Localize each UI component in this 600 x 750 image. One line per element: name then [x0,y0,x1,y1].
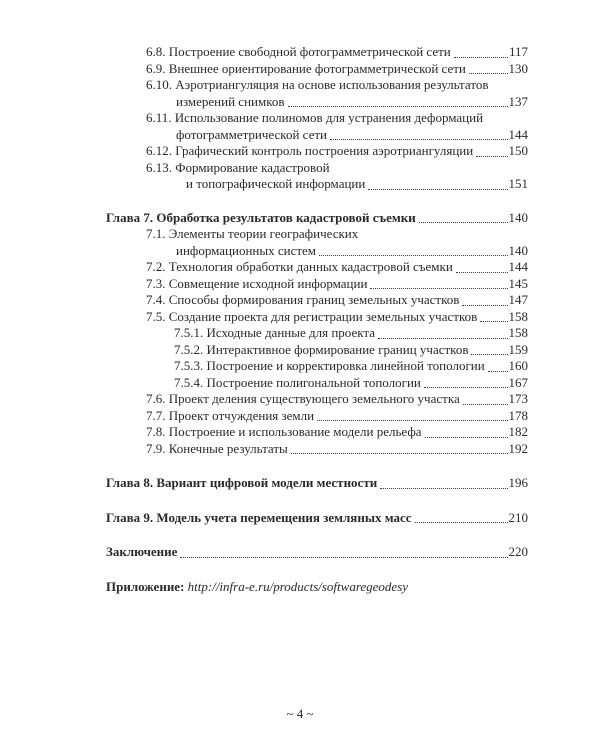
leader-dots [425,436,508,438]
toc-title-line2: и топографической информации [186,176,366,191]
leader-dots [291,452,508,454]
toc-num: 6.13. [146,159,172,175]
toc-entry-7-6 [106,391,528,408]
toc-title: Графический контроль построения аэротриангуляции [175,143,474,158]
leader-dots [330,138,508,140]
toc-page: 117 [508,44,528,59]
toc-title: Способы формирования границ земельных участков [168,292,460,307]
conclusion-title: Заключение [106,544,178,559]
toc-title: Совмещение исходной информации [168,275,368,291]
chapter-page: 196 [508,475,528,490]
chapter-page: 210 [508,509,528,525]
leader-dots [456,271,508,273]
toc-title: Проект деления существующего земельного участка [168,391,460,406]
chapter-9-heading [106,510,528,527]
toc-num: 7.5.4. [174,374,204,390]
leader-dots [380,487,507,489]
page-number: ~ 4 ~ [286,706,314,721]
toc-title: Построение полигональной топологии [206,374,421,390]
toc-page: 160 [508,358,528,373]
toc-num: 6.8. [146,44,166,59]
toc-title: Построение и корректировка линейной топологии [206,358,485,373]
conclusion-page: 220 [508,544,528,559]
toc-entry-7-8 [106,424,528,441]
toc-entry-7-5-4 [106,375,528,392]
toc-entry-7-2 [106,259,528,276]
chapter-page: 140 [508,209,528,225]
toc-title: Конечные результаты [168,440,288,456]
toc-page: 130 [508,60,528,76]
toc-num: 7.4. [146,292,166,307]
appendix-url: http://infra-e.ru/products/softwaregeodesy [187,578,409,594]
leader-dots [476,155,507,157]
toc-page: 159 [508,341,528,357]
toc-entry-7-5-2 [106,342,528,359]
leader-dots [454,56,508,58]
leader-dots [370,287,507,289]
leader-dots [488,370,508,372]
chapter-title: Глава 9. Модель учета перемещения земляных масс [106,509,412,525]
toc-num: 7.6. [146,391,166,406]
leader-dots [415,521,508,523]
leader-dots [319,254,507,256]
toc-title: Интерактивное формирование границ участков [206,341,469,357]
leader-dots [471,353,507,355]
toc-page: 144 [508,259,528,274]
toc-num: 6.12. [146,143,172,158]
toc-entry-6-10 [106,77,528,110]
appendix-line [106,579,528,595]
toc-entry-6-9 [106,61,528,78]
chapter-7-heading [106,210,528,227]
toc-entry-7-5-1 [106,325,528,342]
leader-dots [368,188,507,190]
toc-title-line1: Формирование кадастровой [175,159,330,175]
toc-num: 7.2. [146,259,166,274]
leader-dots [469,72,508,74]
toc-page: 158 [508,325,528,340]
toc-page: 137 [508,93,528,109]
toc-num: 6.10. [146,77,172,92]
toc-page: 145 [508,275,528,291]
toc-num: 7.9. [146,440,166,456]
chapter-title: Глава 7. Обработка результатов кадастровой съемки [106,209,416,225]
toc-num: 6.9. [146,60,166,76]
toc-title: Технология обработки данных кадастровой съемки [168,259,453,274]
toc-page: 144 [508,126,528,142]
toc-num: 7.7. [146,407,166,423]
leader-dots [419,221,508,223]
toc-page: 147 [508,292,528,307]
toc-title-line2: фотограмметрической сети [176,126,327,142]
toc-entry-7-9 [106,441,528,458]
toc-title: Построение и использование модели рельефа [168,424,422,439]
toc-title-line1: Элементы теории географических [168,226,359,241]
toc-entry-7-7 [106,408,528,425]
leader-dots [480,320,507,322]
chapter-title: Глава 8. Вариант цифровой модели местности [106,475,378,490]
appendix-label: Приложение: [106,578,185,594]
toc-entry-7-4 [106,292,528,309]
toc-title-line1: Аэротриангуляция на основе использования результатов [175,77,489,92]
toc-entry-7-5-3 [106,358,528,375]
toc-page: 140 [508,242,528,258]
toc-page: 150 [508,143,528,158]
toc-title: Создание проекта для регистрации земельных участков [168,308,478,324]
toc-num: 7.5.3. [174,358,204,373]
leader-dots [180,556,507,558]
toc-title: Исходные данные для проекта [206,325,375,340]
leader-dots [463,403,508,405]
toc-page: 167 [508,374,528,390]
toc-entry-6-11 [106,110,528,143]
toc-page: 151 [508,176,528,191]
toc-page: 178 [508,407,528,423]
toc-entry-7-3 [106,276,528,293]
toc-entry-7-5 [106,309,528,326]
toc-entry-6-13 [106,160,528,193]
toc-num: 7.1. [146,226,166,241]
leader-dots [288,105,508,107]
table-of-contents [106,44,528,595]
toc-num: 7.5.2. [174,341,204,357]
toc-num: 7.5.1. [174,325,204,340]
leader-dots [424,386,508,388]
toc-num: 6.11. [146,110,172,125]
toc-title-line2: информационных систем [176,242,317,258]
toc-entry-6-8 [106,44,528,61]
chapter-8-heading [106,475,528,492]
toc-page: 182 [508,424,528,439]
toc-title: Построение свободной фотограмметрической сети [168,44,451,59]
toc-entry-6-12 [106,143,528,160]
toc-title: Внешнее ориентирование фотограмметрической сети [168,60,466,76]
leader-dots [462,304,507,306]
toc-num: 7.5. [146,308,166,324]
leader-dots [378,337,508,339]
toc-title-line2: измерений снимков [176,93,285,109]
toc-page: 158 [508,308,528,324]
toc-num: 7.3. [146,275,166,291]
toc-page: 173 [508,391,528,406]
toc-title: Проект отчуждения земли [168,407,315,423]
toc-page: 192 [508,440,528,456]
leader-dots [317,419,507,421]
conclusion-heading [106,544,528,561]
toc-num: 7.8. [146,424,166,439]
toc-title-line1: Использование полиномов для устранения деформаций [174,110,484,125]
toc-entry-7-1 [106,226,528,259]
